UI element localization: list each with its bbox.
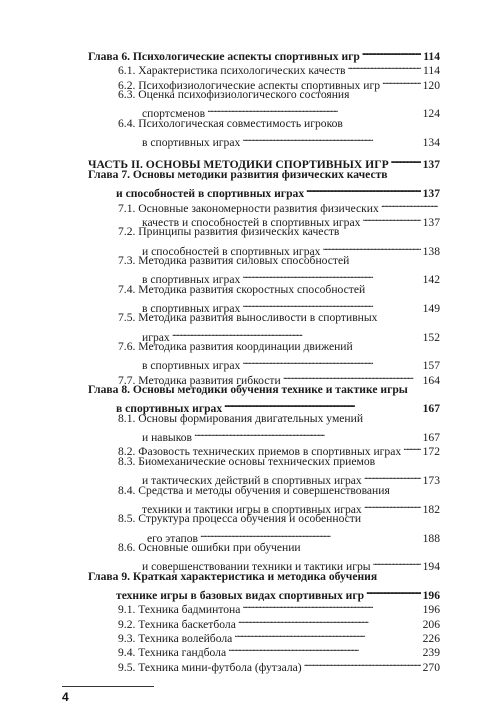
- toc-page-number: 137: [422, 215, 440, 229]
- toc-leader-dots: [364, 497, 421, 513]
- toc-entry-title: в спортивных играх: [116, 402, 223, 416]
- toc-leader-dots: [304, 655, 421, 671]
- toc-entry-title: Глава 8. Основы методики обучения технике и тактике игры: [88, 383, 408, 397]
- toc-page-number: 120: [422, 78, 440, 92]
- toc-page-number: 196: [422, 603, 440, 617]
- toc-entry-title: 9.3. Техника волейбола: [118, 632, 233, 645]
- toc-entry-title: 8.2. Фазовость технических приемов в спортивных играх: [118, 445, 402, 459]
- toc-page-number: 196: [422, 588, 440, 602]
- toc-leader-dots: [362, 210, 420, 226]
- toc-page-number: 134: [422, 136, 440, 150]
- toc-page-number: 124: [422, 107, 440, 121]
- toc-entry-title: 8.1. Основы формирования двигательных умений: [118, 411, 364, 425]
- toc-entry-title: и совершенствовании техники и тактики игры: [142, 560, 371, 574]
- toc-entry-title: технике игры в базовых видах спортивных игр: [116, 588, 365, 602]
- toc-page-number: 270: [422, 660, 440, 674]
- toc-entry[interactable]: [118, 655, 440, 674]
- toc-page-number: 142: [422, 273, 440, 287]
- page-number: 4: [62, 690, 69, 704]
- toc-page-number: 167: [422, 431, 440, 445]
- toc-entry-title: в спортивных играх: [142, 359, 241, 373]
- toc-leader-dots: [382, 73, 421, 89]
- toc-leader-dots: [373, 554, 421, 570]
- toc-page-number: 138: [422, 244, 440, 258]
- toc-entry-title: Глава 7. Основы методики развития физических качеств: [88, 167, 388, 181]
- toc-page-number: 206: [422, 617, 440, 631]
- toc-entry-title: в спортивных играх: [142, 273, 241, 287]
- toc-entry-title: и навыков: [142, 431, 193, 445]
- toc-leader-dots: [391, 152, 421, 168]
- toc-page-number: 137: [422, 158, 440, 172]
- toc-page-number: 149: [422, 301, 440, 315]
- toc-page-number: 172: [422, 445, 440, 459]
- toc-entry-title: Глава 6. Психологические аспекты спортивных игр: [88, 50, 360, 63]
- toc-entry-title: 7.7. Методика развития гибкости: [118, 373, 281, 387]
- toc-entry-title: 7.3. Методика развития силовых способностей: [118, 253, 350, 267]
- toc-page-number: 114: [423, 50, 440, 63]
- toc-entry-title: и тактических действий в спортивных играх: [142, 474, 362, 488]
- toc-entry-title: 8.5. Структура процесса обучения и особенности: [118, 512, 362, 526]
- toc-entry-title: Глава 9. Краткая характеристика и методика обучения: [88, 569, 378, 583]
- toc-entry-title: 6.4. Психологическая совместимость игроков: [118, 116, 343, 130]
- toc-entry-title: 6.3. Оценка психофизиологического состояния: [118, 88, 350, 102]
- toc-entry-title: техники и тактики игры в спортивных играх: [142, 502, 362, 516]
- toc-entry-title: качеств и способностей в спортивных играх: [142, 215, 361, 229]
- toc-page-number: 164: [422, 373, 440, 387]
- toc-entry-title: его этапов: [147, 531, 198, 545]
- toc-entry-title: 8.4. Средства и методы обучения и совершенствования: [118, 483, 390, 497]
- toc-entry-title: 8.3. Биомеханические основы технических приемов: [118, 454, 376, 468]
- toc-page-number: 188: [422, 531, 440, 545]
- toc-entry-title: 6.2. Психофизиологические аспекты спортивных игр: [118, 78, 381, 92]
- toc-entry-title: 9.5. Техника мини-футбола (футзала): [118, 660, 302, 674]
- toc-entry-title: 7.5. Методика развития выносливости в спортивных: [118, 311, 378, 325]
- toc-leader-dots: [403, 439, 420, 455]
- toc-page-number: 137: [422, 187, 440, 201]
- toc-entry-title: 7.1. Основные закономерности развития физических: [118, 201, 379, 215]
- footer-rule: [62, 686, 154, 687]
- toc-entry-title: в спортивных играх: [142, 301, 241, 315]
- toc-page-number: 194: [422, 560, 440, 574]
- toc-entry-title: 7.6. Методика развития координации движений: [118, 340, 353, 353]
- toc-entry-title: в спортивных играх: [142, 136, 241, 150]
- toc-entry[interactable]: [142, 130, 440, 150]
- toc-entry-title: 7.4. Методика развития скоростных способностей: [118, 282, 366, 296]
- toc-entry-title: спортсменов: [142, 107, 206, 121]
- toc-page-number: 114: [423, 64, 440, 78]
- toc-page-number: 226: [422, 632, 440, 645]
- toc-leader-dots: [242, 130, 420, 146]
- toc-page-number: 152: [422, 330, 440, 344]
- toc-entry-title: 6.1. Характеристика психологических качеств: [118, 64, 346, 78]
- toc-page-number: 173: [422, 474, 440, 488]
- toc-entry-title: 7.2. Принципы развития физических качеств: [118, 225, 340, 239]
- toc-page-number: 182: [422, 502, 440, 516]
- toc-entry-title: 9.2. Техника баскетбола: [118, 617, 236, 631]
- toc-page-number: 157: [422, 359, 440, 373]
- toc-entry-title: 8.6. Основные ошибки при обучении: [118, 540, 301, 554]
- toc-entry-title: ЧАСТЬ II. ОСНОВЫ МЕТОДИКИ СПОРТИВНЫХ ИГР: [88, 158, 389, 172]
- toc-entry-title: 9.1. Техника бадминтона: [118, 603, 241, 617]
- toc-entry-title: и способностей в спортивных играх: [142, 244, 321, 258]
- toc-entry-title: играх: [142, 330, 170, 344]
- toc-entry-title: 9.4. Техника гандбола: [118, 646, 227, 660]
- toc-page-number: 239: [422, 646, 440, 660]
- toc-page-number: 167: [422, 402, 440, 416]
- toc-entry-title: и способностей в спортивных играх: [116, 187, 305, 201]
